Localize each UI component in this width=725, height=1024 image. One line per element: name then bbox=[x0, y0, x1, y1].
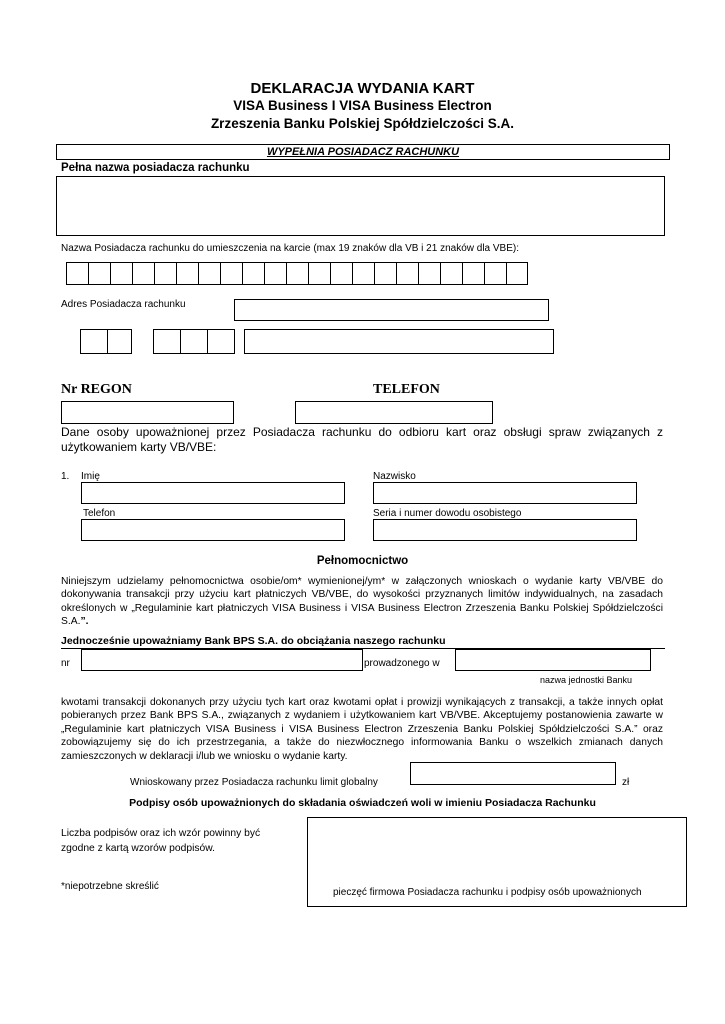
section-header bbox=[56, 144, 670, 160]
bank-unit-field[interactable] bbox=[455, 649, 651, 671]
kept-at-label: prowadzonego w bbox=[364, 658, 440, 669]
limit-label: Wnioskowany przez Posiadacza rachunku limit globalny bbox=[130, 777, 378, 788]
postal-code-part2[interactable] bbox=[153, 329, 235, 354]
id-doc-field[interactable] bbox=[373, 519, 637, 541]
document-title: DEKLARACJA WYDANIA KART bbox=[250, 80, 475, 97]
stamp-caption: pieczęć firmowa Posiadacza rachunku i podpisy osób upoważnionych bbox=[333, 887, 642, 898]
signatures-note: Liczba podpisów oraz ich wzór powinny być zgodne z kartą wzorów podpisów. bbox=[61, 828, 261, 854]
limit-field[interactable] bbox=[410, 762, 616, 785]
person-number: 1. bbox=[61, 471, 70, 482]
id-doc-text: Seria i numer dowodu osobistego bbox=[373, 508, 522, 519]
regon-label: Nr REGON bbox=[61, 382, 132, 397]
phone-field[interactable] bbox=[295, 401, 493, 424]
city-field[interactable] bbox=[244, 329, 554, 354]
last-name-label: Nazwisko bbox=[373, 471, 416, 482]
strike-note: *niepotrzebne skreślić bbox=[61, 881, 159, 892]
debit-text: kwotami transakcji dokonanych przy użyciu tych kart oraz kwotami opłat i prowizji wynikających z transakcji, a także innych opłat pobieranych przez Bank BPS S.A., związanych z wydaniem i użytkowaniem kart VB/VBE. Akceptujemy postanowienia zawarte w „Regulaminie kart płatniczych VISA Business i VISA Business Electron Zrzeszenia Banku Polskiej Spółdzielczości S.A.” oraz zobowiązujemy się do ich przestrzegania, a także do niezwłocznego informowania Banku o wszelkich zmianach danych zamieszczonych w deklaracji i/lub we wniosku o wydanie karty. bbox=[61, 697, 663, 762]
account-nr-field[interactable] bbox=[81, 649, 363, 671]
bank-name: Zrzeszenia Banku Polskiej Spółdzielczości S.A. bbox=[210, 116, 515, 131]
section-header-text: WYPEŁNIA POSIADACZ RACHUNKU bbox=[266, 146, 460, 158]
debit-heading bbox=[61, 635, 665, 649]
phone-label: TELEFON bbox=[373, 382, 440, 397]
first-name-field[interactable] bbox=[81, 482, 345, 504]
bank-unit-caption: nazwa jednostki Banku bbox=[540, 675, 633, 685]
card-name-cells[interactable] bbox=[66, 262, 528, 285]
full-name-field[interactable] bbox=[56, 176, 665, 236]
person-phone-label: Telefon bbox=[83, 508, 116, 519]
person-phone-field[interactable] bbox=[81, 519, 345, 541]
address-label: Adres Posiadacza rachunku bbox=[61, 299, 186, 310]
address-field[interactable] bbox=[234, 299, 549, 321]
last-name-field[interactable] bbox=[373, 482, 637, 504]
card-name-label: Nazwa Posiadacza rachunku do umieszczenia na karcie (max 19 znaków dla VB i 21 znaków dla VBE): bbox=[61, 243, 520, 254]
postal-code-part1[interactable] bbox=[80, 329, 132, 354]
signatures-heading: Podpisy osób upoważnionych do składania oświadczeń woli w imieniu Posiadacza Rachunku bbox=[129, 797, 596, 809]
poa-text-end: ”. bbox=[80, 616, 89, 628]
poa-text bbox=[61, 575, 663, 629]
limit-currency: zł bbox=[622, 777, 630, 788]
document-subtitle: VISA Business I VISA Business Electron bbox=[233, 98, 492, 113]
full-name-label: Pełna nazwa posiadacza rachunku bbox=[61, 162, 250, 174]
authorized-intro: Dane osoby upoważnionej przez Posiadacza rachunku do odbioru kart oraz obsługi spraw związanych z użytkowaniem karty VB/VBE: bbox=[61, 425, 663, 454]
first-name-text: Imię bbox=[81, 471, 100, 482]
account-nr-label: nr bbox=[61, 658, 70, 669]
debit-heading-text: Jednocześnie upoważniamy Bank BPS S.A. do obciążania naszego rachunku bbox=[61, 635, 446, 647]
regon-field[interactable] bbox=[61, 401, 234, 424]
poa-text-body: Niniejszym udzielamy pełnomocnictwa osobie/om* wymienionej/ym* w załączonych wnioskach o wydanie karty VB/VBE do dokonywania transakcji przy użyciu kart płatniczych VB/VBE, do wysokości przyznanych limitów indywidualnych, na zasadach określonych w „Regulaminie kart płatniczych VISA Business i VISA Business Electron Zrzeszenia Banku Polskiej Spółdzielczości S.A. bbox=[61, 576, 663, 628]
poa-title: Pełnomocnictwo bbox=[316, 555, 409, 567]
